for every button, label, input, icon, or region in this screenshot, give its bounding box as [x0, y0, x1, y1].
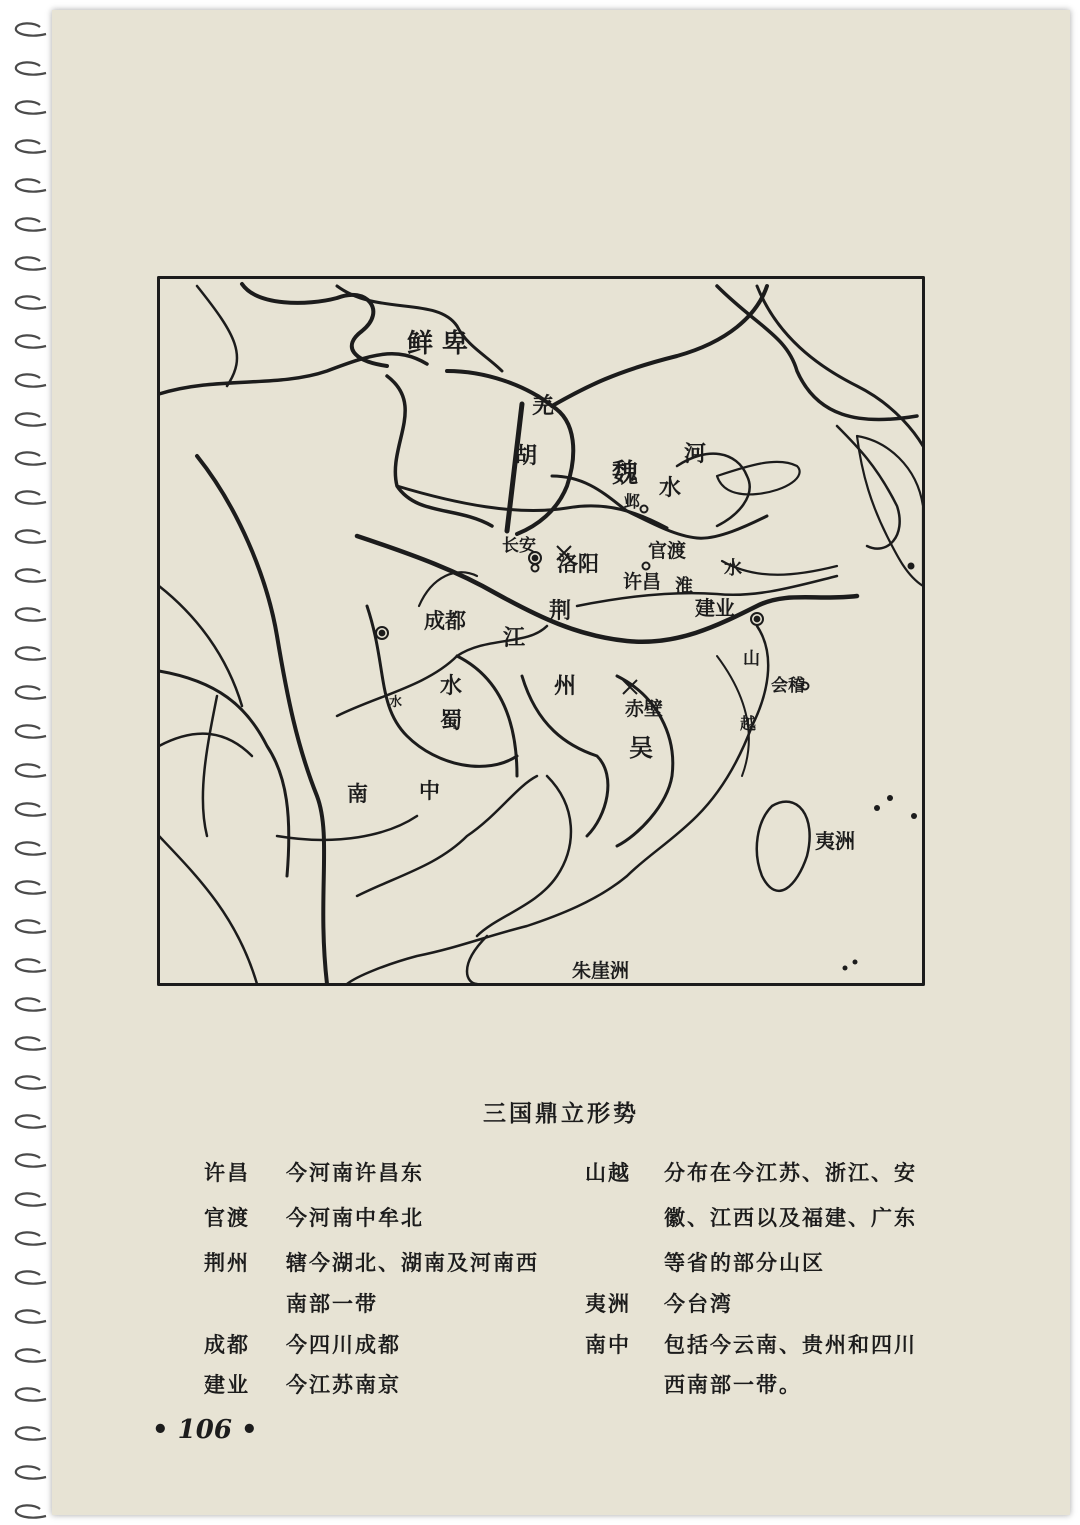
label-wu: 吴 [629, 734, 653, 762]
label-he: 河 [684, 442, 707, 467]
note-desc: 南部一带 [286, 1292, 378, 1316]
spiral-coil [16, 1271, 46, 1283]
spiral-coil [16, 1232, 46, 1244]
map-drawing [157, 276, 925, 986]
spiral-coil [16, 1466, 46, 1478]
label-shui-yellow: 水 [659, 476, 682, 501]
note-desc: 分布在今江苏、浙江、安 [664, 1161, 917, 1185]
spiral-coil [16, 1037, 46, 1049]
spiral-coil [16, 1505, 46, 1517]
spiral-coil [16, 1349, 46, 1361]
label-jing: 荆 [549, 599, 572, 624]
spiral-coil [16, 1310, 46, 1322]
label-changan: 长安 [502, 536, 536, 556]
spiral-coil [16, 1076, 46, 1088]
note-desc: 包括今云南、贵州和四川 [664, 1333, 917, 1357]
spiral-coil [16, 452, 46, 464]
note-desc: 等省的部分山区 [664, 1251, 825, 1275]
label-zhong: 中 [419, 779, 440, 803]
page-number: • 106 • [152, 1415, 258, 1445]
spiral-coil [16, 335, 46, 347]
spiral-coil [16, 1115, 46, 1127]
label-xianbei: 鲜 卑 [407, 329, 469, 359]
spiral-coil [16, 998, 46, 1010]
note-desc: 徽、江西以及福建、广东 [664, 1206, 917, 1230]
note-desc: 今台湾 [664, 1292, 733, 1316]
map-caption: 三国鼎立形势 [483, 1101, 639, 1127]
spiral-coil [16, 257, 46, 269]
label-chibi: 赤壁 [625, 698, 664, 720]
spiral-coil [16, 764, 46, 776]
label-wei: 魏 [612, 459, 639, 489]
note-term: 山越 [585, 1161, 631, 1185]
note-desc: 今河南中牟北 [286, 1206, 424, 1230]
label-jianye: 建业 [695, 596, 735, 620]
label-shui-small: 水 [389, 695, 403, 710]
spiral-coil [16, 296, 46, 308]
note-term: 建业 [204, 1373, 250, 1397]
note-term: 许昌 [204, 1161, 250, 1185]
spiral-coil [16, 491, 46, 503]
spiral-coil [16, 1193, 46, 1205]
label-zhou: 州 [554, 674, 577, 699]
spiral-coil [16, 530, 46, 542]
note-desc: 辖今湖北、湖南及河南西 [286, 1251, 539, 1275]
note-term: 成都 [204, 1333, 250, 1357]
label-shanyue-1: 山 [743, 649, 760, 669]
label-guandu: 官渡 [648, 540, 687, 562]
spiral-coil [16, 1154, 46, 1166]
spiral-coil [16, 101, 46, 113]
spiral-coil [16, 959, 46, 971]
spiral-coil [16, 881, 46, 893]
spiral-coil [16, 23, 46, 35]
spiral-coil [16, 62, 46, 74]
spiral-coil [16, 842, 46, 854]
note-term: 南中 [585, 1333, 631, 1357]
note-desc: 西南部一带。 [664, 1373, 802, 1397]
spiral-coil [16, 608, 46, 620]
label-hu: 胡 [515, 444, 538, 469]
spiral-coil [16, 179, 46, 191]
spiral-coil [16, 413, 46, 425]
spiral-coil [16, 140, 46, 152]
note-term: 官渡 [204, 1206, 250, 1230]
label-ye: 邺 [624, 492, 641, 511]
label-shanyue-2: 越 [740, 714, 757, 733]
three-kingdoms-map [157, 276, 925, 986]
label-luoyang: 洛阳 [557, 552, 599, 576]
label-yizhou: 夷洲 [815, 829, 855, 853]
note-term: 荆州 [204, 1251, 250, 1275]
note-term: 夷洲 [585, 1292, 631, 1316]
book-page [52, 10, 1070, 1515]
note-desc: 今江苏南京 [286, 1373, 401, 1397]
spiral-binding [0, 0, 56, 1525]
spiral-coil [16, 686, 46, 698]
label-xuchang: 许昌 [623, 571, 662, 593]
label-nan: 南 [347, 782, 368, 806]
label-qiang: 羌 [532, 394, 555, 419]
spiral-coil [16, 218, 46, 230]
spiral-coil [16, 1388, 46, 1400]
spiral-coil [16, 647, 46, 659]
spiral-coil [16, 374, 46, 386]
spiral-coil [16, 1427, 46, 1439]
note-desc: 今四川成都 [286, 1333, 401, 1357]
label-shu: 蜀 [440, 709, 463, 734]
note-desc: 今河南许昌东 [286, 1161, 424, 1185]
spiral-coil [16, 569, 46, 581]
label-chengdu: 成都 [424, 609, 466, 633]
label-kuaiji: 会稽 [771, 676, 805, 696]
label-zhuyazhou: 朱崖洲 [572, 960, 630, 982]
label-shui-min: 水 [440, 674, 463, 699]
label-shui-huai: 水 [724, 558, 742, 579]
label-jiang: 江 [503, 626, 526, 651]
spiral-coil [16, 803, 46, 815]
spiral-coil [16, 725, 46, 737]
spiral-coil [16, 920, 46, 932]
label-huai: 淮 [675, 576, 693, 597]
